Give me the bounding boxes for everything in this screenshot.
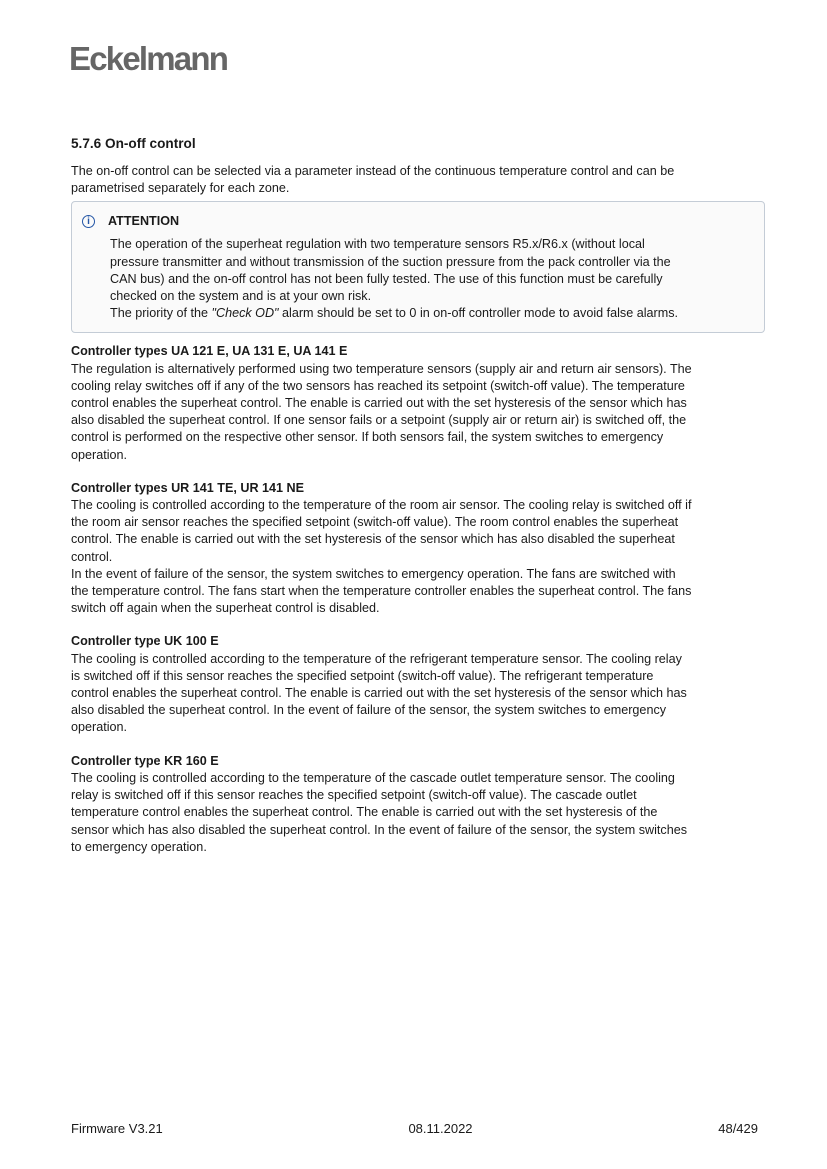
attention-line xyxy=(110,305,764,322)
document-date: 08.11.2022 xyxy=(408,1121,473,1136)
body-line: control is performed on the respective other sensor. If both sensors fail, the system switches to emergency xyxy=(71,430,664,445)
body-line: In the event of failure of the sensor, the system switches to emergency operation. The fans are switched with xyxy=(71,566,676,581)
attention-line: CAN bus) and the on-off control has not been fully tested. The use of this function must be carefully xyxy=(110,271,663,286)
attention-title: ATTENTION xyxy=(108,214,180,229)
body-line: The cooling is controlled according to the temperature of the room air sensor. The cooling relay is switched off if xyxy=(71,498,692,513)
attention-box xyxy=(71,201,765,333)
firmware-version: Firmware V3.21 xyxy=(71,1121,163,1136)
attention-line: checked on the system and is at your own risk. xyxy=(110,289,372,304)
subsection-title: Controller type UK 100 E xyxy=(71,634,219,649)
attention-line: The operation of the superheat regulation with two temperature sensors R5.x/R6.x (without local xyxy=(110,237,645,252)
controller-section xyxy=(71,633,761,736)
page-footer xyxy=(71,1121,758,1136)
body-line: switch off again when the superheat control is disabled. xyxy=(71,601,380,616)
body-line: control. The enable is carried out with the set hysteresis of the sensor which has also disabled the superheat xyxy=(71,532,675,547)
text: The priority of the xyxy=(110,306,212,321)
body-line: to emergency operation. xyxy=(71,839,207,854)
subsection-title: Controller types UA 121 E, UA 131 E, UA 141 E xyxy=(71,344,348,359)
controller-section xyxy=(71,480,761,618)
body-line: temperature control enables the superheat control. The enable is carried out with the set hysteresis of the xyxy=(71,805,658,820)
info-icon: i xyxy=(82,215,95,228)
body-line: is switched off if this sensor reaches the specified setpoint (switch-off value). The refrigerant temperature xyxy=(71,668,654,683)
body-line: control. xyxy=(71,549,113,564)
section-heading: 5.7.6 On-off control xyxy=(71,136,196,151)
attention-line: pressure transmitter and without transmission of the suction pressure from the pack controller via the xyxy=(110,254,671,269)
body-line: the room air sensor reaches the specified setpoint (switch-off value). The room control enables the superheat xyxy=(71,515,679,530)
controller-section xyxy=(71,343,761,463)
body-line: operation. xyxy=(71,720,128,735)
body-line: control enables the superheat control. The enable is carried out with the set hysteresis of the sensor which has xyxy=(71,686,687,701)
body-line: The cooling is controlled according to the temperature of the cascade outlet temperature sensor. The cooling xyxy=(71,770,675,785)
subsection-title: Controller type KR 160 E xyxy=(71,753,219,768)
body-line: cooling relay switches off if any of the two sensors has reached its setpoint (switch-off value). The temperature xyxy=(71,378,685,393)
document-body xyxy=(71,136,761,872)
body-line: relay is switched off if this sensor reaches the specified setpoint (switch-off value). The cascade outlet xyxy=(71,788,637,803)
intro-line: parametrised separately for each zone. xyxy=(71,181,290,196)
controller-sections xyxy=(71,343,761,855)
subsection-title: Controller types UR 141 TE, UR 141 NE xyxy=(71,480,305,495)
page-number: 48/429 xyxy=(718,1121,758,1136)
controller-section xyxy=(71,753,761,856)
eckelmann-logo: Eckelmann xyxy=(69,40,228,77)
alarm-name: "Check OD" xyxy=(211,306,279,321)
body-line: The regulation is alternatively performed using two temperature sensors (supply air and return air sensors). The xyxy=(71,361,692,376)
body-line: The cooling is controlled according to the temperature of the refrigerant temperature sensor. The cooling relay xyxy=(71,651,682,666)
body-line: the temperature control. The fans start when the temperature controller enables the superheat control. The fans xyxy=(71,584,692,599)
body-line: sensor which has also disabled the superheat control. In the event of failure of the sensor, the system switches xyxy=(71,822,688,837)
body-line: also disabled the superheat control. In the event of failure of the sensor, the system switches to emergency xyxy=(71,703,667,718)
body-line: operation. xyxy=(71,447,128,462)
body-line: also disabled the superheat control. If one sensor fails or a setpoint (supply air or return air) is switched off, the xyxy=(71,413,687,428)
intro-line: The on-off control can be selected via a parameter instead of the continuous temperature control and can be xyxy=(71,164,675,178)
text: alarm should be set to 0 in on-off controller mode to avoid false alarms. xyxy=(278,306,679,321)
intro-paragraph xyxy=(71,163,761,197)
body-line: control enables the superheat control. The enable is carried out with the set hysteresis of the sensor which has xyxy=(71,396,687,411)
